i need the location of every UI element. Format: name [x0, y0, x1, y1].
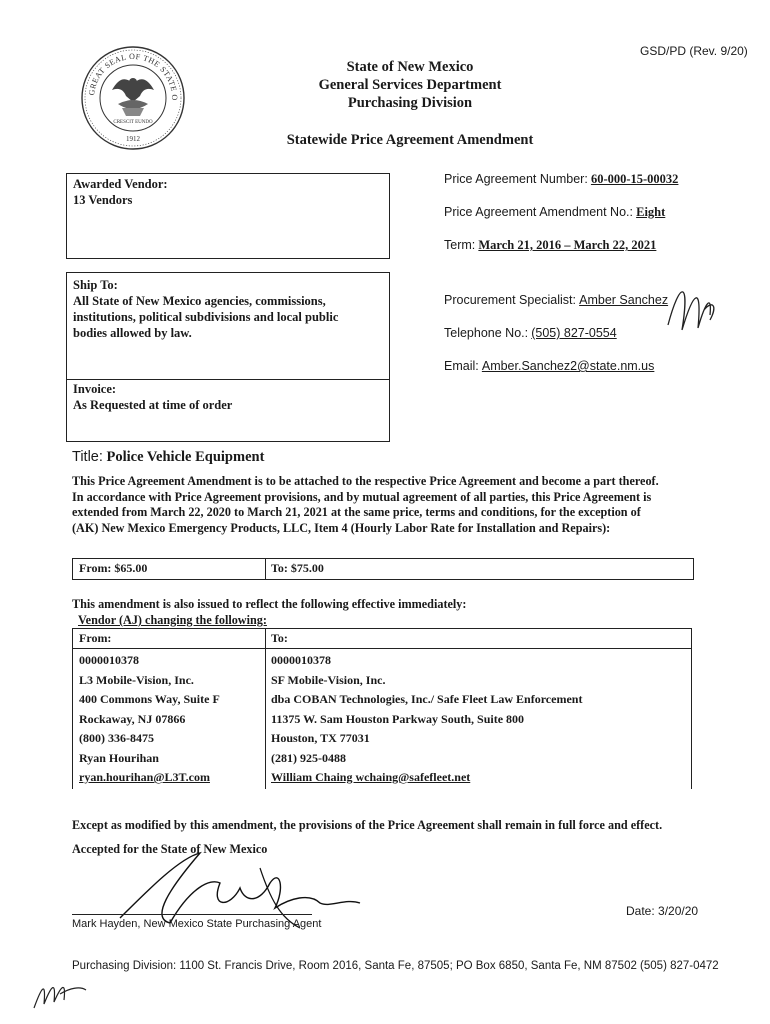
- vendor-to-contact: William Chaing wchaing@safefleet.net: [271, 770, 471, 784]
- ship-to-line: bodies allowed by law.: [73, 326, 192, 340]
- body-line: extended from March 22, 2020 to March 21, 2021 at the same price, terms and conditions, for the exception of: [72, 505, 641, 519]
- form-code: GSD/PD (Rev. 9/20): [640, 44, 748, 58]
- vendor-from-line: Ryan Hourihan: [79, 750, 159, 765]
- footer-address: Purchasing Division: 1100 St. Francis Drive, Room 2016, Santa Fe, 87505; PO Box 6850, Santa Fe, NM 87502 (505) 827-0472: [72, 960, 719, 972]
- price-agreement-number: Price Agreement Number: 60-000-15-00032: [444, 172, 679, 186]
- rate-table-divider: [265, 559, 266, 579]
- vendor-table-header-line: [73, 648, 691, 649]
- effective-note: This amendment is also issued to reflect the following effective immediately:: [72, 597, 467, 611]
- document-title: Statewide Price Agreement Amendment: [286, 132, 534, 148]
- vendor-to-line: 11375 W. Sam Houston Parkway South, Suite 800: [271, 711, 525, 726]
- specialist-value: Amber Sanchez: [579, 293, 669, 307]
- procurement-specialist: Procurement Specialist: Amber Sanchez: [444, 293, 669, 307]
- term-value: March 21, 2016 – March 22, 2021: [478, 238, 657, 252]
- vendor-to-line: dba COBAN Technologies, Inc./ Safe Fleet Law Enforcement: [271, 692, 583, 706]
- email: Email: Amber.Sanchez2@state.nm.us: [444, 359, 655, 373]
- price-agreement-number-value: 60-000-15-00032: [590, 172, 679, 186]
- body-paragraph: [72, 474, 762, 536]
- vendor-from-email[interactable]: ryan.hourihan@L3T.com: [79, 770, 210, 784]
- body-line: (AK) New Mexico Emergency Products, LLC, Item 4 (Hourly Labor Rate for Installation and Repairs):: [72, 520, 611, 535]
- vendor-to-line: (281) 925-0488: [271, 750, 346, 765]
- body-line: In accordance with Price Agreement provisions, and by mutual agreement of all parties, this Price Agreement is: [72, 489, 652, 504]
- awarded-vendor-value: 13 Vendors: [73, 193, 133, 207]
- document-subject: [72, 449, 264, 466]
- vendor-from-line: 400 Commons Way, Suite F: [79, 692, 220, 706]
- seal-motto: CRESCIT EUNDO: [113, 120, 153, 125]
- telephone: Telephone No.: (505) 827-0554: [444, 326, 617, 340]
- vendor-to-line: Houston, TX 77031: [271, 731, 370, 745]
- vendor-change-label: Vendor (AJ) changing the following:: [78, 613, 267, 627]
- vendor-from-header: From:: [79, 631, 112, 645]
- seal-ring-text: GREAT SEAL OF THE STATE O: [87, 51, 180, 101]
- rate-table: [72, 558, 694, 580]
- rate-to: To: $75.00: [271, 561, 324, 575]
- ship-to-line: institutions, political subdivisions and local public: [73, 310, 339, 324]
- header-department: General Services Department: [318, 77, 502, 93]
- body-line: This Price Agreement Amendment is to be attached to the respective Price Agreement and become a part thereof.: [72, 474, 659, 488]
- vendor-to-line: 0000010378: [271, 653, 331, 667]
- signature-date: Date: 3/20/20: [626, 904, 699, 918]
- vendor-from-line: 0000010378: [79, 653, 139, 667]
- closing-text: Except as modified by this amendment, the provisions of the Price Agreement shall remain in full force and effect.: [72, 818, 663, 832]
- awarded-vendor-label: Awarded Vendor:: [73, 177, 168, 191]
- awarded-vendor-box: [66, 173, 390, 259]
- date-value: 3/20/20: [658, 904, 699, 918]
- box-divider: [67, 379, 389, 380]
- vendor-table-divider: [265, 629, 266, 789]
- initials-scribble: [660, 270, 720, 350]
- ship-invoice-box: [66, 272, 390, 442]
- seal-year: 1912: [126, 135, 140, 143]
- amendment-number-value: Eight: [636, 205, 666, 219]
- ship-to-line: All State of New Mexico agencies, commissions,: [73, 294, 326, 308]
- signer-name: Mark Hayden, New Mexico State Purchasing Agent: [72, 918, 322, 930]
- signature-line: [72, 914, 312, 915]
- vendor-to-header: To:: [271, 631, 288, 645]
- vendor-from-line: (800) 336-8475: [79, 731, 154, 745]
- vendor-to-line: SF Mobile-Vision, Inc.: [271, 672, 386, 687]
- title-label: Title:: [72, 449, 103, 465]
- vendor-change-table: [72, 628, 692, 789]
- accepted-text: Accepted for the State of New Mexico: [72, 842, 268, 856]
- vendor-from-line: L3 Mobile-Vision, Inc.: [79, 672, 194, 687]
- term: Term: March 21, 2016 – March 22, 2021: [444, 238, 657, 252]
- email-value[interactable]: Amber.Sanchez2@state.nm.us: [481, 359, 655, 373]
- header-division: Purchasing Division: [347, 95, 473, 111]
- title-value: Police Vehicle Equipment: [106, 449, 265, 465]
- header-state: State of New Mexico: [346, 59, 474, 75]
- state-seal: [78, 44, 188, 152]
- invoice-label: Invoice:: [73, 382, 117, 396]
- rate-from: From: $65.00: [79, 561, 148, 575]
- telephone-value: (505) 827-0554: [531, 326, 617, 340]
- invoice-value: As Requested at time of order: [73, 398, 233, 412]
- amendment-number: Price Agreement Amendment No.: Eight: [444, 205, 666, 219]
- vendor-from-line: Rockaway, NJ 07866: [79, 711, 186, 726]
- ship-to-label: Ship To:: [73, 278, 118, 292]
- bottom-initials-scribble: [30, 966, 90, 1016]
